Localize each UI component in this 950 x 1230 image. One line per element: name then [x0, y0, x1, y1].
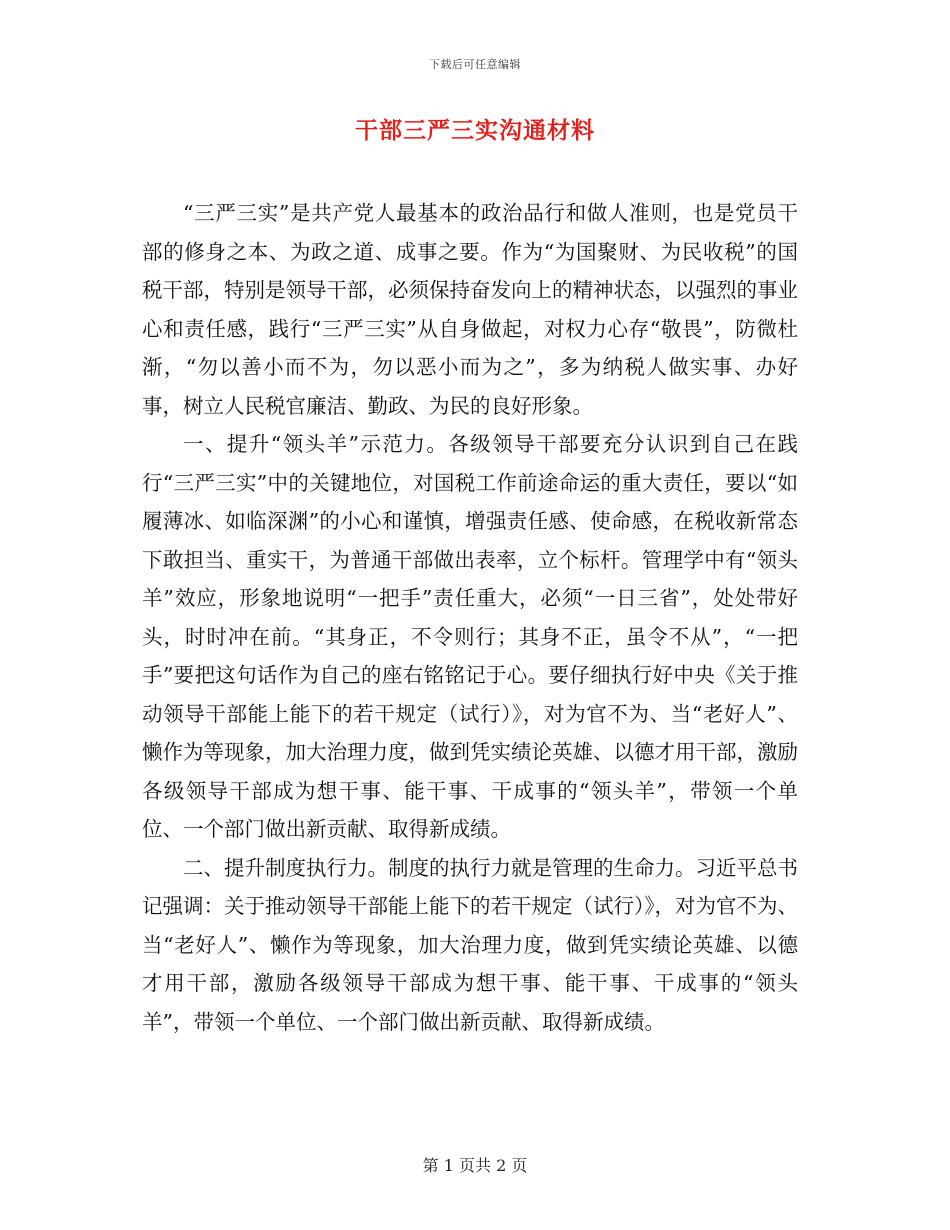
paragraph-intro: “三严三实”是共产党人最基本的政治品行和做人准则，也是党员干部的修身之本、为政之道、成事之要。作为“为国聚财、为民收税”的国税干部，特别是领导干部，必须保持奋发向上的精神状态，以强烈的事业心和责任感，践行“三严三实”从自身做起，对权力心存“敬畏”，防微杜渐，“勿以善小而不为，勿以恶小而为之”，多为纳税人做实事、办好事，树立人民税官廉洁、勤政、为民的良好形象。 — [142, 201, 798, 418]
document-title: 干部三严三实沟通材料 — [355, 117, 595, 144]
paragraph-section-2: 二、提升制度执行力。制度的执行力就是管理的生命力。习近平总书记强调：关于推动领导干部能上能下的若干规定（试行）》，对为官不为、当“老好人”、懒作为等现象，加大治理力度，做到凭实绩论英雄、以德才用干部，激励各级领导干部成为想干事、能干事、干成事的“领头羊”，带领一个单位、一个部门做出新贡献、取得新成绩。 — [142, 855, 798, 1034]
page-number-footer: 第 1 页共 2 页 — [422, 1156, 528, 1175]
header-note: 下载后可任意编辑 — [429, 58, 521, 71]
document-body — [142, 194, 798, 1041]
paragraph-section-1: 一、提升“领头羊”示范力。各级领导干部要充分认识到自己在践行“三严三实”中的关键地位，对国税工作前途命运的重大责任，要以“如履薄冰、如临深渊”的小心和谨慎，增强责任感、使命感，在税收新常态下敢担当、重实干，为普通干部做出表率，立个标杆。管理学中有“领头羊”效应，形象地说明“一把手”责任重大，必须“一日三省”，处处带好头，时时冲在前。“其身正，不令则行；其身不正，虽令不从”，“一把手”要把这句话作为自己的座右铭铭记于心。要仔细执行好中央《关于推动领导干部能上能下的若干规定（试行）》，对为官不为、当“老好人”、懒作为等现象，加大治理力度，做到凭实绩论英雄、以德才用干部，激励各级领导干部成为想干事、能干事、干成事的“领头羊”，带领一个单位、一个部门做出新贡献、取得新成绩。 — [142, 432, 798, 841]
